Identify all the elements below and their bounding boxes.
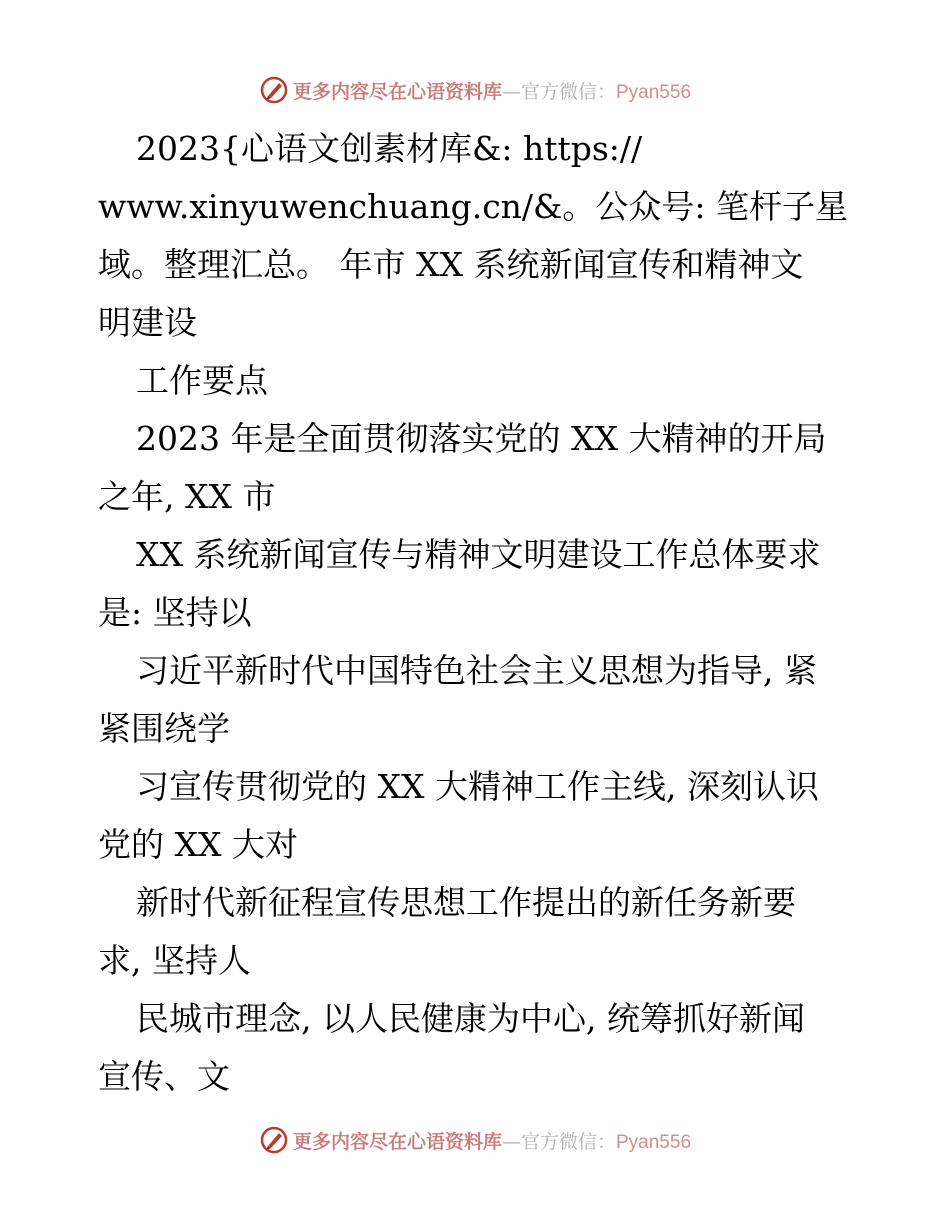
body-line: XX 系统新闻宣传与精神文明建设工作总体要求 xyxy=(136,535,821,574)
banner-wechat-label: 官方微信： xyxy=(520,80,616,103)
pen-logo-icon xyxy=(259,1125,289,1155)
body-line: 紧围绕学 xyxy=(98,709,230,748)
banner-handle: Pyan556 xyxy=(616,81,692,103)
header-banner xyxy=(0,72,950,108)
banner-separator: — xyxy=(501,80,521,103)
body-line: 工作要点 xyxy=(136,361,268,400)
body-line: 习近平新时代中国特色社会主义思想为指导, 紧 xyxy=(136,651,817,690)
body-line: 新时代新征程宣传思想工作提出的新任务新要 xyxy=(136,883,796,922)
footer-banner xyxy=(0,1122,950,1158)
body-line: 域。整理汇总。 年市 XX 系统新闻宣传和精神文 xyxy=(98,245,804,284)
body-line: 习宣传贯彻党的 XX 大精神工作主线, 深刻认识 xyxy=(136,767,819,806)
body-line: 明建设 xyxy=(98,303,197,342)
banner-main: 更多内容尽在心语资料库 xyxy=(292,1130,502,1153)
document-body xyxy=(98,120,868,1106)
pen-logo-icon xyxy=(259,75,289,105)
banner-main: 更多内容尽在心语资料库 xyxy=(292,80,502,103)
banner-text xyxy=(293,1127,691,1154)
banner-wechat-label: 官方微信： xyxy=(520,1130,616,1153)
body-line: 宣传、文 xyxy=(98,1057,230,1096)
body-line: 民城市理念, 以人民健康为中心, 统筹抓好新闻 xyxy=(136,999,805,1038)
banner-separator: — xyxy=(501,1130,521,1153)
body-line: 党的 XX 大对 xyxy=(98,825,298,864)
body-line: 求, 坚持人 xyxy=(98,941,251,980)
body-line: 2023 年是全面贯彻落实党的 XX 大精神的开局 xyxy=(136,419,827,458)
banner-text xyxy=(293,77,691,104)
body-line: 之年, XX 市 xyxy=(98,477,276,516)
body-line: www.xinyuwenchuang.cn/&。公众号: 笔杆子星 xyxy=(98,187,849,226)
banner-handle: Pyan556 xyxy=(616,1131,692,1153)
body-line: 2023{心语文创素材库&: https:// xyxy=(136,129,643,168)
body-line: 是: 坚持以 xyxy=(98,593,252,632)
